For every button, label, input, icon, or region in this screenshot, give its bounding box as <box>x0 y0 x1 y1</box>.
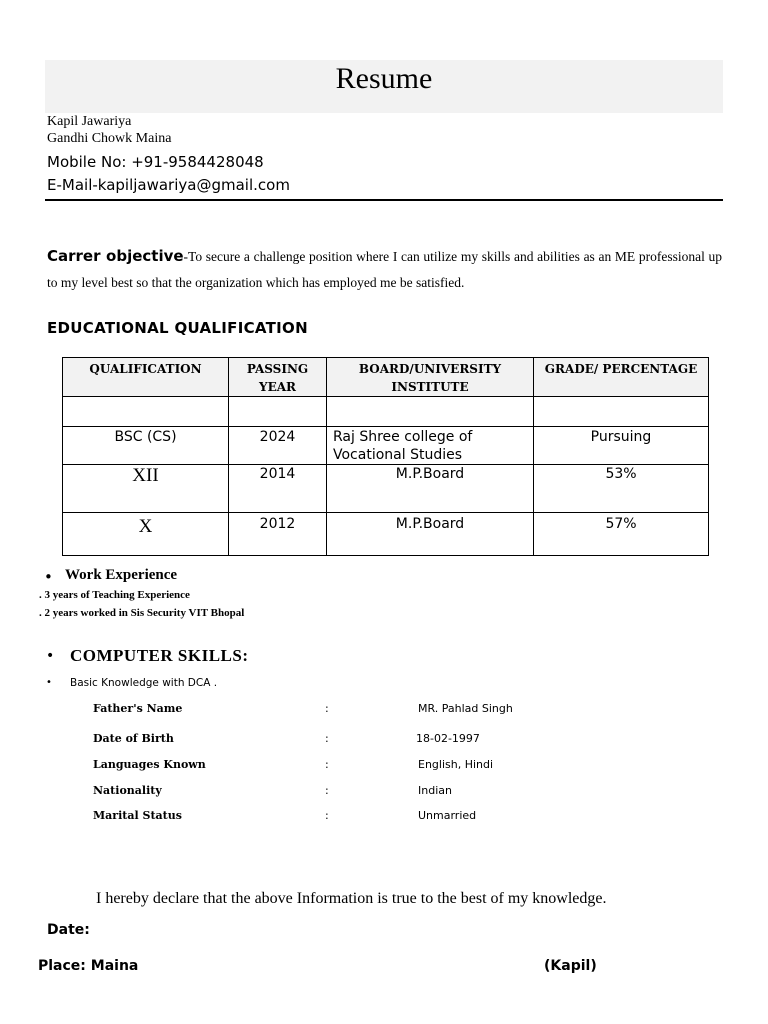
career-objective <box>47 243 722 296</box>
work-bullet: • <box>44 568 53 586</box>
skill-item: Basic Knowledge with DCA . <box>70 677 218 689</box>
table-row <box>63 513 709 556</box>
skills-heading: COMPUTER SKILLS: <box>70 646 249 665</box>
detail-colon: : <box>325 732 329 745</box>
skill-item-bullet: • <box>46 677 52 688</box>
page-title: Resume <box>335 62 433 95</box>
header-divider <box>45 199 723 201</box>
work-heading: Work Experience <box>65 567 178 583</box>
table-row <box>63 465 709 513</box>
education-table <box>62 357 709 556</box>
detail-label: Father's Name <box>93 702 183 715</box>
table-cell: 53% <box>534 465 709 513</box>
table-cell: 57% <box>534 513 709 556</box>
table-cell <box>534 397 709 427</box>
header-qualification: QUALIFICATION <box>63 358 229 397</box>
header-passing-year: PASSING YEAR <box>229 358 327 397</box>
place-label: Place: Maina <box>38 958 139 974</box>
detail-value: Indian <box>418 784 452 797</box>
candidate-name: Kapil Jawariya <box>47 114 132 129</box>
detail-colon: : <box>325 702 329 715</box>
signature-name: (Kapil) <box>544 958 597 974</box>
email-address: E-Mail-kapiljawariya@gmail.com <box>47 176 290 194</box>
table-cell: Raj Shree college of Vocational Studies <box>327 427 534 465</box>
table-cell: X <box>63 513 229 556</box>
date-label: Date: <box>47 922 90 938</box>
detail-label: Nationality <box>93 784 162 797</box>
table-cell <box>63 397 229 427</box>
table-row <box>63 397 709 427</box>
table-cell: 2024 <box>229 427 327 465</box>
objective-text: -To secure a challenge position where I can utilize my skills and abilities as an ME professional up to my level best so that the organization which has employed me be satisfied. <box>47 249 723 290</box>
detail-label: Date of Birth <box>93 732 174 745</box>
table-cell: M.P.Board <box>327 513 534 556</box>
header-grade: GRADE/ PERCENTAGE <box>534 358 709 397</box>
objective-label: Carrer objective <box>47 247 184 265</box>
detail-label: Marital Status <box>93 809 182 822</box>
table-row <box>63 427 709 465</box>
detail-value: Unmarried <box>418 809 477 822</box>
work-item: . 2 years worked in Sis Security VIT Bhopal <box>39 607 245 619</box>
detail-colon: : <box>325 758 329 771</box>
candidate-address: Gandhi Chowk Maina <box>47 131 172 146</box>
detail-colon: : <box>325 784 329 797</box>
education-heading: EDUCATIONAL QUALIFICATION <box>47 319 308 337</box>
detail-value: MR. Pahlad Singh <box>418 702 513 715</box>
table-header-row <box>63 358 709 397</box>
declaration: I hereby declare that the above Information is true to the best of my knowledge. <box>96 890 607 907</box>
table-cell: 2012 <box>229 513 327 556</box>
table-cell: 2014 <box>229 465 327 513</box>
skills-bullet: • <box>46 648 55 664</box>
table-cell <box>327 397 534 427</box>
table-cell: Pursuing <box>534 427 709 465</box>
detail-value: 18-02-1997 <box>416 732 480 745</box>
detail-value: English, Hindi <box>418 758 494 771</box>
mobile-number: Mobile No: +91-9584428048 <box>47 153 264 171</box>
table-cell: BSC (CS) <box>63 427 229 465</box>
work-item: . 3 years of Teaching Experience <box>39 589 190 601</box>
detail-label: Languages Known <box>93 758 206 771</box>
table-cell <box>229 397 327 427</box>
detail-colon: : <box>325 809 329 822</box>
table-cell: XII <box>63 465 229 513</box>
header-board-university: BOARD/UNIVERSITY INSTITUTE <box>327 358 534 397</box>
table-cell: M.P.Board <box>327 465 534 513</box>
